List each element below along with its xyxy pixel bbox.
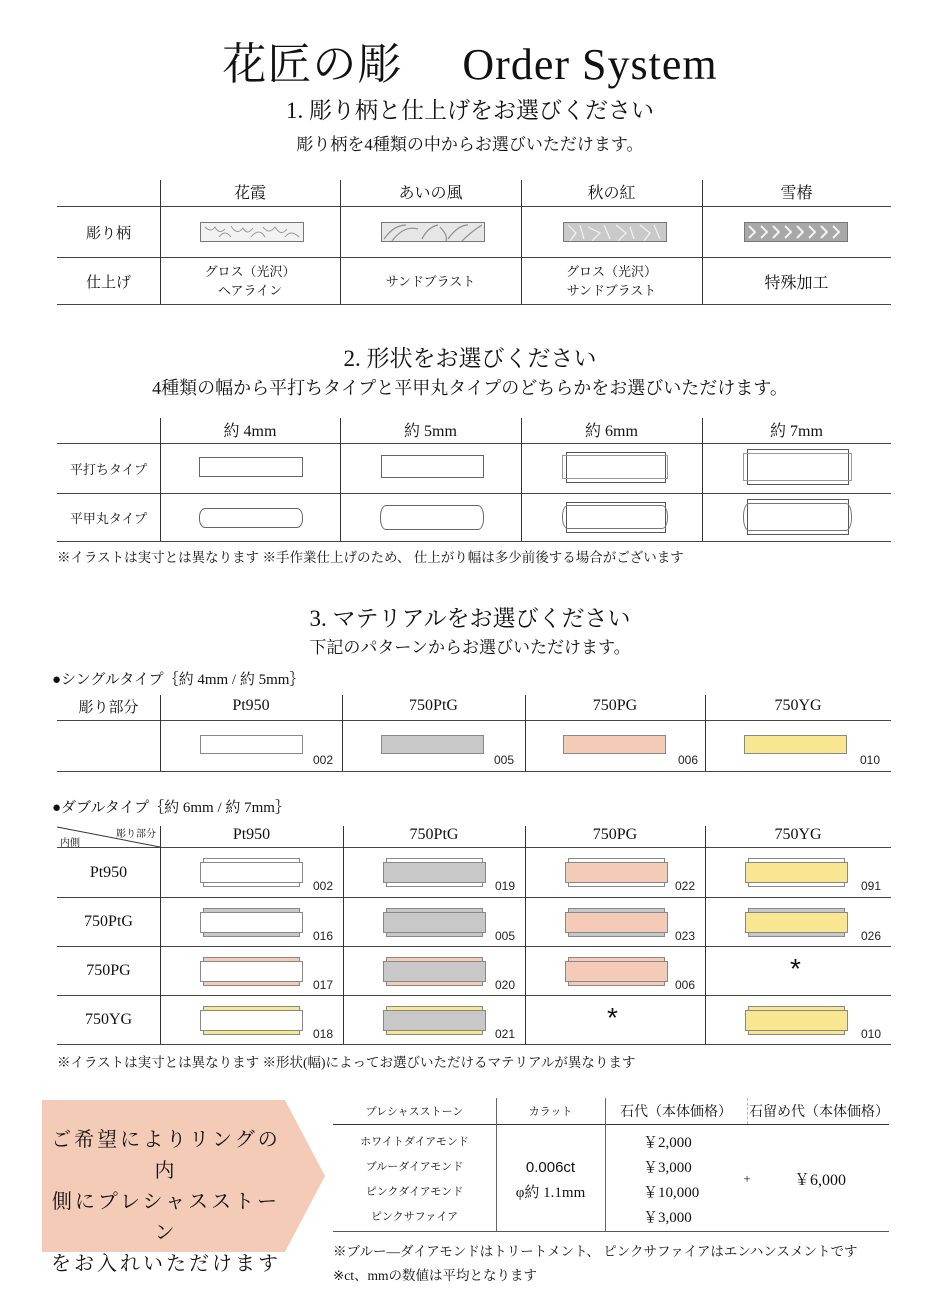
- callout-line: をお入れいただけます: [51, 1253, 281, 1275]
- rounded-4mm-shape: [199, 508, 303, 528]
- section2-heading: 2. 形状をお選びください: [343, 346, 597, 371]
- double-row-label: 750YG: [84, 1011, 133, 1028]
- double-corner-top: 彫り部分: [116, 829, 156, 840]
- single-corner-label: 彫り部分: [78, 699, 139, 716]
- width-col-6mm: 約 6mm: [585, 422, 638, 440]
- product-code: 021: [495, 1027, 516, 1041]
- product-code: 006: [675, 978, 696, 992]
- product-code: 020: [495, 978, 516, 992]
- product-code: 018: [313, 1027, 334, 1041]
- plus-sign: +: [743, 1171, 751, 1186]
- finish-text: サンドブラスト: [566, 283, 657, 298]
- width-col-7mm: 約 7mm: [770, 422, 823, 440]
- double-type-label: ●ダブルタイプ｛約 6mm / 約 7mm｝: [52, 800, 290, 816]
- shape-note: ※イラストは実寸とは異なります ※手作業仕上げのため、 仕上がり幅は多少前後する場合がございます: [57, 550, 684, 565]
- title-jp: 花匠の彫: [222, 40, 403, 89]
- unavailable-mark: *: [790, 953, 801, 984]
- double-col-750yg: 750YG: [774, 826, 822, 843]
- flower-pattern-icon: [200, 222, 304, 242]
- row-label-flat: 平打ちタイプ: [69, 462, 148, 477]
- double-row-label: Pt950: [89, 863, 128, 881]
- pattern-col-2: あいの風: [398, 184, 463, 202]
- product-code: 091: [861, 879, 882, 893]
- stone-header-name: プレシャスストーン: [365, 1106, 464, 1118]
- double-row-label: 750PtG: [84, 913, 133, 930]
- double-corner-bottom: 内側: [60, 838, 80, 849]
- maple-pattern-icon: [563, 222, 667, 242]
- single-swatch-pt950: [200, 735, 303, 754]
- section1-heading: 1. 彫り柄と仕上げをお選びください: [286, 98, 654, 123]
- product-code: 010: [860, 753, 881, 767]
- product-code: 010: [861, 1027, 882, 1041]
- double-col-750ptg: 750PtG: [409, 826, 459, 843]
- product-code: 016: [313, 929, 334, 943]
- double-row-label: 750PG: [86, 962, 131, 979]
- single-type-label: ●シングルタイプ｛約 4mm / 約 5mm｝: [52, 672, 305, 688]
- product-code: 022: [675, 879, 696, 893]
- stone-price: ￥10,000: [643, 1184, 700, 1201]
- callout-line: ご希望によりリングの内: [51, 1129, 281, 1182]
- stone-note-1: ※ブルー―ダイアモンドはトリートメント、 ピンクサファイアはエンハンスメントです: [333, 1244, 858, 1259]
- section2-subtitle: 4種類の幅から平打ちタイプと平甲丸タイプのどちらかをお選びいただけます。: [152, 378, 788, 398]
- product-code: 026: [861, 929, 882, 943]
- title-en: Order System: [462, 40, 718, 89]
- single-swatch-750pg: [563, 735, 666, 754]
- stone-name: ブルーダイアモンド: [365, 1161, 464, 1173]
- stone-price: ￥3,000: [643, 1209, 692, 1226]
- single-col-750ptg: 750PtG: [409, 697, 458, 714]
- single-col-750yg: 750YG: [774, 697, 822, 714]
- stone-name: ピンクダイアモンド: [365, 1186, 464, 1198]
- section3-subtitle: 下記のパターンからお選びいただけます。: [309, 638, 631, 657]
- single-swatch-750yg: [744, 735, 847, 754]
- product-code: 002: [313, 753, 334, 767]
- finish-text: サンドブラスト: [385, 273, 476, 289]
- material-note: ※イラストは実寸とは異なります ※形状(幅)によってお選びいただけるマテリアルが異なります: [57, 1055, 636, 1070]
- row-label-pattern: 彫り柄: [85, 225, 131, 242]
- single-col-750pg: 750PG: [592, 697, 638, 714]
- flat-5mm-shape: [381, 455, 484, 478]
- row-label-finish: 仕上げ: [85, 274, 131, 291]
- finish-text: 特殊加工: [764, 274, 829, 292]
- page-title: [0, 28, 940, 92]
- finish-cell-3: [521, 258, 702, 304]
- single-swatch-750ptg: [381, 735, 484, 754]
- stone-header-carat: カラット: [528, 1106, 573, 1118]
- finish-cell-4: [702, 258, 891, 304]
- stone-size: φ約 1.1mm: [515, 1184, 586, 1201]
- finish-text: グロス（光沢）: [565, 264, 657, 279]
- setting-fee: ￥6,000: [793, 1171, 846, 1189]
- chevron-pattern-icon: [744, 222, 848, 242]
- finish-text: グロス（光沢）: [204, 264, 296, 279]
- stone-name: ホワイトダイアモンド: [360, 1136, 469, 1148]
- stone-name: ピンクサファイア: [370, 1211, 459, 1223]
- stone-note-2: ※ct、mmの数値は平均となります: [333, 1268, 538, 1283]
- flat-4mm-shape: [199, 457, 303, 477]
- stone-header-price: 石代（本体価格）: [620, 1105, 732, 1120]
- product-code: 006: [678, 753, 699, 767]
- finish-text: ヘアライン: [217, 283, 283, 298]
- finish-cell-2: [340, 258, 521, 304]
- pattern-col-3: 秋の紅: [587, 184, 636, 202]
- stone-header-setting: 石留め代（本体価格）: [749, 1105, 889, 1120]
- single-col-pt950: Pt950: [232, 697, 270, 714]
- pattern-col-1: 花霞: [233, 184, 266, 202]
- section3-heading: 3. マテリアルをお選びください: [309, 606, 631, 631]
- width-col-5mm: 約 5mm: [404, 422, 457, 440]
- product-code: 019: [495, 879, 516, 893]
- stone-callout-text: [46, 1125, 286, 1280]
- rounded-5mm-shape: [380, 505, 484, 530]
- stone-price: ￥2,000: [643, 1134, 692, 1151]
- finish-cell-1: [160, 258, 340, 304]
- section1-subtitle: 彫り柄を4種類の中からお選びいただけます。: [296, 135, 644, 154]
- unavailable-mark: *: [607, 1002, 618, 1033]
- product-code: 023: [675, 929, 696, 943]
- product-code: 005: [494, 753, 515, 767]
- row-label-rounded: 平甲丸タイプ: [69, 511, 148, 526]
- double-col-750pg: 750PG: [592, 826, 638, 843]
- double-col-pt950: Pt950: [232, 826, 271, 843]
- product-code: 005: [495, 929, 516, 943]
- product-code: 002: [313, 879, 334, 893]
- stone-carat: 0.006ct: [525, 1158, 576, 1176]
- product-code: 017: [313, 978, 334, 992]
- width-col-4mm: 約 4mm: [223, 422, 277, 440]
- stone-price: ￥3,000: [643, 1159, 692, 1176]
- callout-line: 側にプレシャスストーン: [51, 1191, 281, 1244]
- leaf-pattern-icon: [381, 222, 485, 242]
- pattern-col-4: 雪椿: [780, 184, 813, 202]
